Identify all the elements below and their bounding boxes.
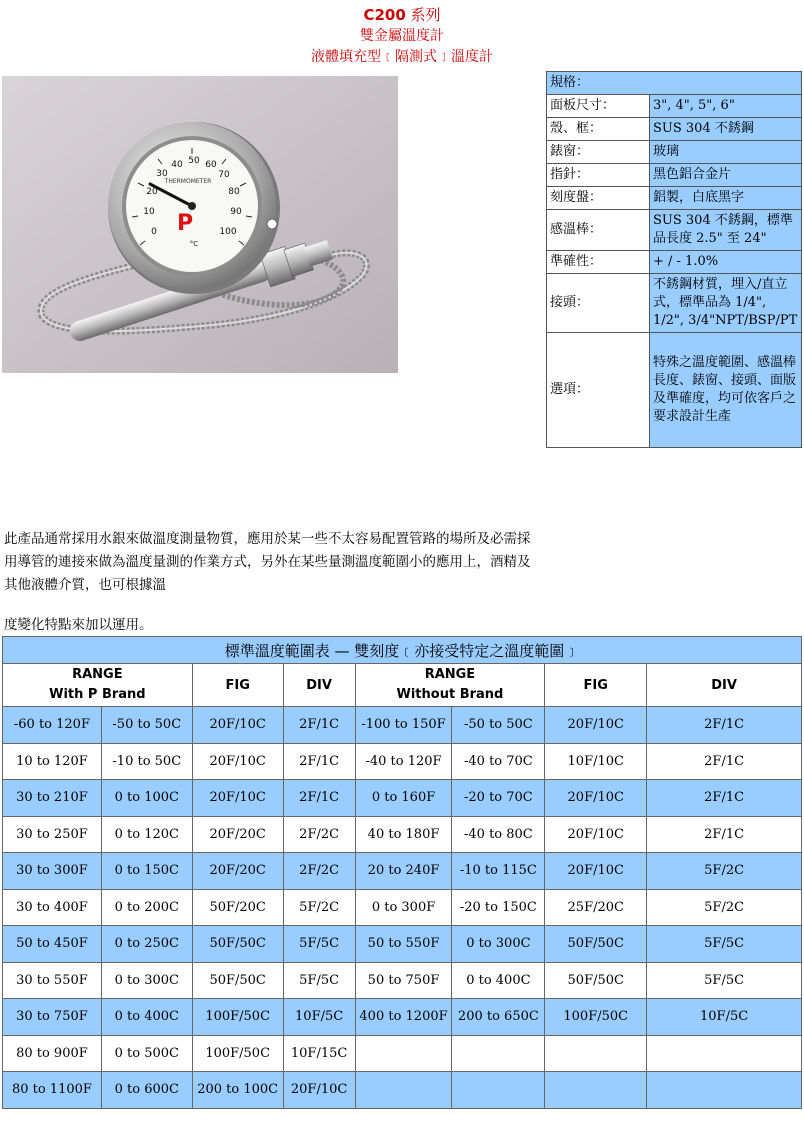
dial-tick-60: 60 bbox=[205, 160, 217, 170]
table-cell: 100F/50C bbox=[192, 999, 283, 1036]
spec-value: 鋁製，白底黑字 bbox=[650, 187, 802, 210]
dial-tick-70: 70 bbox=[218, 170, 230, 180]
dial-tick-40: 40 bbox=[171, 160, 183, 170]
spec-label: 刻度盤： bbox=[547, 187, 650, 210]
table-cell: 100F/50C bbox=[192, 1035, 283, 1072]
header-fig: FIG bbox=[192, 664, 283, 707]
table-cell: 20F/10C bbox=[283, 1072, 355, 1109]
table-cell: 0 to 160F bbox=[355, 780, 452, 817]
table-cell: 20F/10C bbox=[545, 780, 647, 817]
table-cell: 30 to 400F bbox=[3, 889, 102, 926]
table-cell: -50 to 50C bbox=[452, 707, 545, 744]
table-row bbox=[3, 1035, 802, 1072]
spec-header: 規格： bbox=[547, 72, 802, 95]
table-row bbox=[3, 962, 802, 999]
table-cell: 0 to 300C bbox=[452, 926, 545, 963]
table-cell: -40 to 70C bbox=[452, 743, 545, 780]
table-cell: 5F/5C bbox=[647, 962, 802, 999]
table-cell: 2F/1C bbox=[283, 707, 355, 744]
range-table-caption-row bbox=[3, 637, 802, 664]
table-cell: 200 to 650C bbox=[452, 999, 545, 1036]
table-cell: 5F/5C bbox=[647, 926, 802, 963]
table-cell: 50F/50C bbox=[545, 926, 647, 963]
dial-tick-80: 80 bbox=[228, 187, 240, 197]
table-row bbox=[3, 889, 802, 926]
dial-tick-100: 100 bbox=[219, 227, 237, 237]
dial-tick-0: 0 bbox=[151, 227, 157, 237]
page-title bbox=[0, 4, 804, 26]
table-row bbox=[3, 816, 802, 853]
spec-label: 錶窗： bbox=[547, 141, 650, 164]
table-cell bbox=[545, 1035, 647, 1072]
product-photo bbox=[2, 76, 398, 373]
table-row bbox=[3, 743, 802, 780]
title-block bbox=[0, 4, 804, 68]
table-cell: 0 to 100C bbox=[101, 780, 192, 817]
spec-row bbox=[547, 141, 802, 164]
table-cell: -40 to 80C bbox=[452, 816, 545, 853]
table-cell: 50 to 750F bbox=[355, 962, 452, 999]
table-cell: 2F/1C bbox=[283, 780, 355, 817]
spec-row bbox=[547, 251, 802, 274]
table-cell: 10F/5C bbox=[647, 999, 802, 1036]
table-row bbox=[3, 853, 802, 890]
header-range-with-brand bbox=[3, 664, 193, 707]
table-cell: 10F/15C bbox=[283, 1035, 355, 1072]
table-cell bbox=[545, 1072, 647, 1109]
table-cell bbox=[647, 1035, 802, 1072]
product-name: 雙金屬溫度計 bbox=[360, 28, 444, 44]
table-cell: 50F/50C bbox=[192, 926, 283, 963]
table-cell: -10 to 115C bbox=[452, 853, 545, 890]
product-subtitle: 液體填充型﹝隔測式﹞溫度計 bbox=[311, 49, 493, 65]
header-range-label: RANGE bbox=[72, 667, 123, 682]
spec-label: 接頭： bbox=[547, 274, 650, 333]
range-table-caption: 標準溫度範圍表 — 雙刻度﹝亦接受特定之溫度範圍﹞ bbox=[3, 637, 802, 664]
table-row bbox=[3, 1072, 802, 1109]
dial-tick-20: 20 bbox=[146, 187, 158, 197]
table-cell: 0 to 400C bbox=[101, 999, 192, 1036]
table-cell: 2F/1C bbox=[647, 780, 802, 817]
spec-row bbox=[547, 95, 802, 118]
table-cell: 25F/20C bbox=[545, 889, 647, 926]
spec-row bbox=[547, 164, 802, 187]
table-row bbox=[3, 999, 802, 1036]
table-cell: 20F/10C bbox=[545, 707, 647, 744]
dial-brand-text: THERMOMETER bbox=[164, 178, 212, 185]
table-cell: 5F/2C bbox=[283, 889, 355, 926]
table-cell: -10 to 50C bbox=[101, 743, 192, 780]
range-table bbox=[2, 636, 802, 1109]
table-cell: 50 to 450F bbox=[3, 926, 102, 963]
table-cell: 0 to 250C bbox=[101, 926, 192, 963]
table-cell: 10F/5C bbox=[283, 999, 355, 1036]
table-cell: 80 to 900F bbox=[3, 1035, 102, 1072]
table-row bbox=[3, 926, 802, 963]
spec-row bbox=[547, 210, 802, 251]
table-cell: 5F/2C bbox=[647, 889, 802, 926]
series-label: 系列 bbox=[405, 6, 441, 24]
table-cell bbox=[452, 1072, 545, 1109]
table-cell: 5F/5C bbox=[283, 926, 355, 963]
spec-row bbox=[547, 187, 802, 210]
spec-value: SUS 304 不銹鋼，標準品長度 2.5" 至 24" bbox=[650, 210, 802, 251]
table-cell bbox=[355, 1035, 452, 1072]
table-cell: 2F/2C bbox=[283, 816, 355, 853]
table-cell: -60 to 120F bbox=[3, 707, 102, 744]
table-cell bbox=[355, 1072, 452, 1109]
spec-label: 殼、框： bbox=[547, 118, 650, 141]
table-cell: -40 to 120F bbox=[355, 743, 452, 780]
table-cell: 20 to 240F bbox=[355, 853, 452, 890]
table-cell: 0 to 150C bbox=[101, 853, 192, 890]
table-cell: 10F/10C bbox=[545, 743, 647, 780]
spec-value: 特殊之溫度範圍、感溫棒長度、錶窗、接頭、面版及準確度，均可依客戶之要求設計生產 bbox=[650, 333, 802, 448]
table-cell: 50F/50C bbox=[545, 962, 647, 999]
table-cell: 30 to 250F bbox=[3, 816, 102, 853]
spec-label: 準確性： bbox=[547, 251, 650, 274]
table-cell: -20 to 70C bbox=[452, 780, 545, 817]
spec-label: 面板尺寸： bbox=[547, 95, 650, 118]
table-cell: 10 to 120F bbox=[3, 743, 102, 780]
header-div: DIV bbox=[283, 664, 355, 707]
table-cell: 2F/1C bbox=[647, 707, 802, 744]
table-cell: 30 to 210F bbox=[3, 780, 102, 817]
table-cell: 20F/10C bbox=[545, 853, 647, 890]
table-row bbox=[3, 707, 802, 744]
dial-tick-10: 10 bbox=[143, 207, 155, 217]
description-continuation: 度變化特點來加以運用。 bbox=[4, 617, 153, 633]
header-with-brand-label: With P Brand bbox=[49, 687, 146, 702]
dial-tick-50: 50 bbox=[188, 156, 200, 166]
table-cell: 2F/1C bbox=[283, 743, 355, 780]
spec-table bbox=[546, 71, 802, 448]
table-cell: 2F/1C bbox=[647, 743, 802, 780]
table-cell: 400 to 1200F bbox=[355, 999, 452, 1036]
header-div-2: DIV bbox=[647, 664, 802, 707]
spec-row bbox=[547, 118, 802, 141]
model-number: C200 bbox=[363, 6, 406, 24]
header-range-label-2: RANGE bbox=[424, 667, 476, 682]
table-cell: 0 to 400C bbox=[452, 962, 545, 999]
table-cell: 20F/10C bbox=[192, 743, 283, 780]
table-cell: 30 to 750F bbox=[3, 999, 102, 1036]
table-cell: 50F/20C bbox=[192, 889, 283, 926]
header-without-brand-label: Without Brand bbox=[396, 687, 504, 702]
table-cell: 0 to 200C bbox=[101, 889, 192, 926]
table-cell: -50 to 50C bbox=[101, 707, 192, 744]
table-cell: 0 to 300F bbox=[355, 889, 452, 926]
table-cell: 2F/1C bbox=[647, 816, 802, 853]
table-cell: 0 to 300C bbox=[101, 962, 192, 999]
table-cell: 5F/5C bbox=[283, 962, 355, 999]
spec-label: 選項： bbox=[547, 333, 650, 448]
table-cell: 100F/50C bbox=[545, 999, 647, 1036]
table-cell: 2F/2C bbox=[283, 853, 355, 890]
table-cell: 20F/10C bbox=[192, 707, 283, 744]
table-cell: 30 to 300F bbox=[3, 853, 102, 890]
spec-value: + / - 1.0% bbox=[650, 251, 802, 274]
spec-header-row bbox=[547, 72, 802, 95]
table-cell: 50F/50C bbox=[192, 962, 283, 999]
table-cell: 0 to 120C bbox=[101, 816, 192, 853]
spec-row bbox=[547, 274, 802, 333]
table-cell bbox=[647, 1072, 802, 1109]
range-table-header-row bbox=[3, 664, 802, 707]
table-cell: 20F/20C bbox=[192, 816, 283, 853]
header-fig-2: FIG bbox=[545, 664, 647, 707]
spec-value: SUS 304 不銹鋼 bbox=[650, 118, 802, 141]
table-cell: -20 to 150C bbox=[452, 889, 545, 926]
spec-label: 感溫棒： bbox=[547, 210, 650, 251]
spec-value: 玻璃 bbox=[650, 141, 802, 164]
table-cell: 0 to 500C bbox=[101, 1035, 192, 1072]
dial-tick-30: 30 bbox=[156, 169, 168, 179]
table-cell: 5F/2C bbox=[647, 853, 802, 890]
table-cell: 50 to 550F bbox=[355, 926, 452, 963]
dial-tick-90: 90 bbox=[230, 207, 242, 217]
header-range-without-brand bbox=[355, 664, 545, 707]
table-cell: 20F/10C bbox=[192, 780, 283, 817]
table-cell: 20F/10C bbox=[545, 816, 647, 853]
table-cell: -100 to 150F bbox=[355, 707, 452, 744]
table-cell bbox=[452, 1035, 545, 1072]
spec-value: 不銹鋼材質，埋入/直立式，標準品為 1/4", 1/2", 3/4"NPT/BSP/PT bbox=[650, 274, 802, 333]
table-cell: 200 to 100C bbox=[192, 1072, 283, 1109]
description-paragraph: 此產品通常採用水銀來做溫度測量物質，應用於某一些不太容易配置管路的場所及必需採用導管的連接來做為溫度量測的作業方式，另外在某些量測溫度範圍小的應用上，酒精及其他液體介質，也可根據溫 bbox=[4, 531, 531, 593]
table-row bbox=[3, 780, 802, 817]
dial-unit: °C bbox=[189, 240, 199, 248]
table-cell: 0 to 600C bbox=[101, 1072, 192, 1109]
table-cell: 40 to 180F bbox=[355, 816, 452, 853]
spec-value: 3", 4", 5", 6" bbox=[650, 95, 802, 118]
table-cell: 80 to 1100F bbox=[3, 1072, 102, 1109]
dial-logo: P bbox=[176, 211, 194, 236]
spec-row bbox=[547, 333, 802, 448]
table-cell: 20F/20C bbox=[192, 853, 283, 890]
table-cell: 30 to 550F bbox=[3, 962, 102, 999]
spec-value: 黑色鋁合金片 bbox=[650, 164, 802, 187]
spec-label: 指針： bbox=[547, 164, 650, 187]
